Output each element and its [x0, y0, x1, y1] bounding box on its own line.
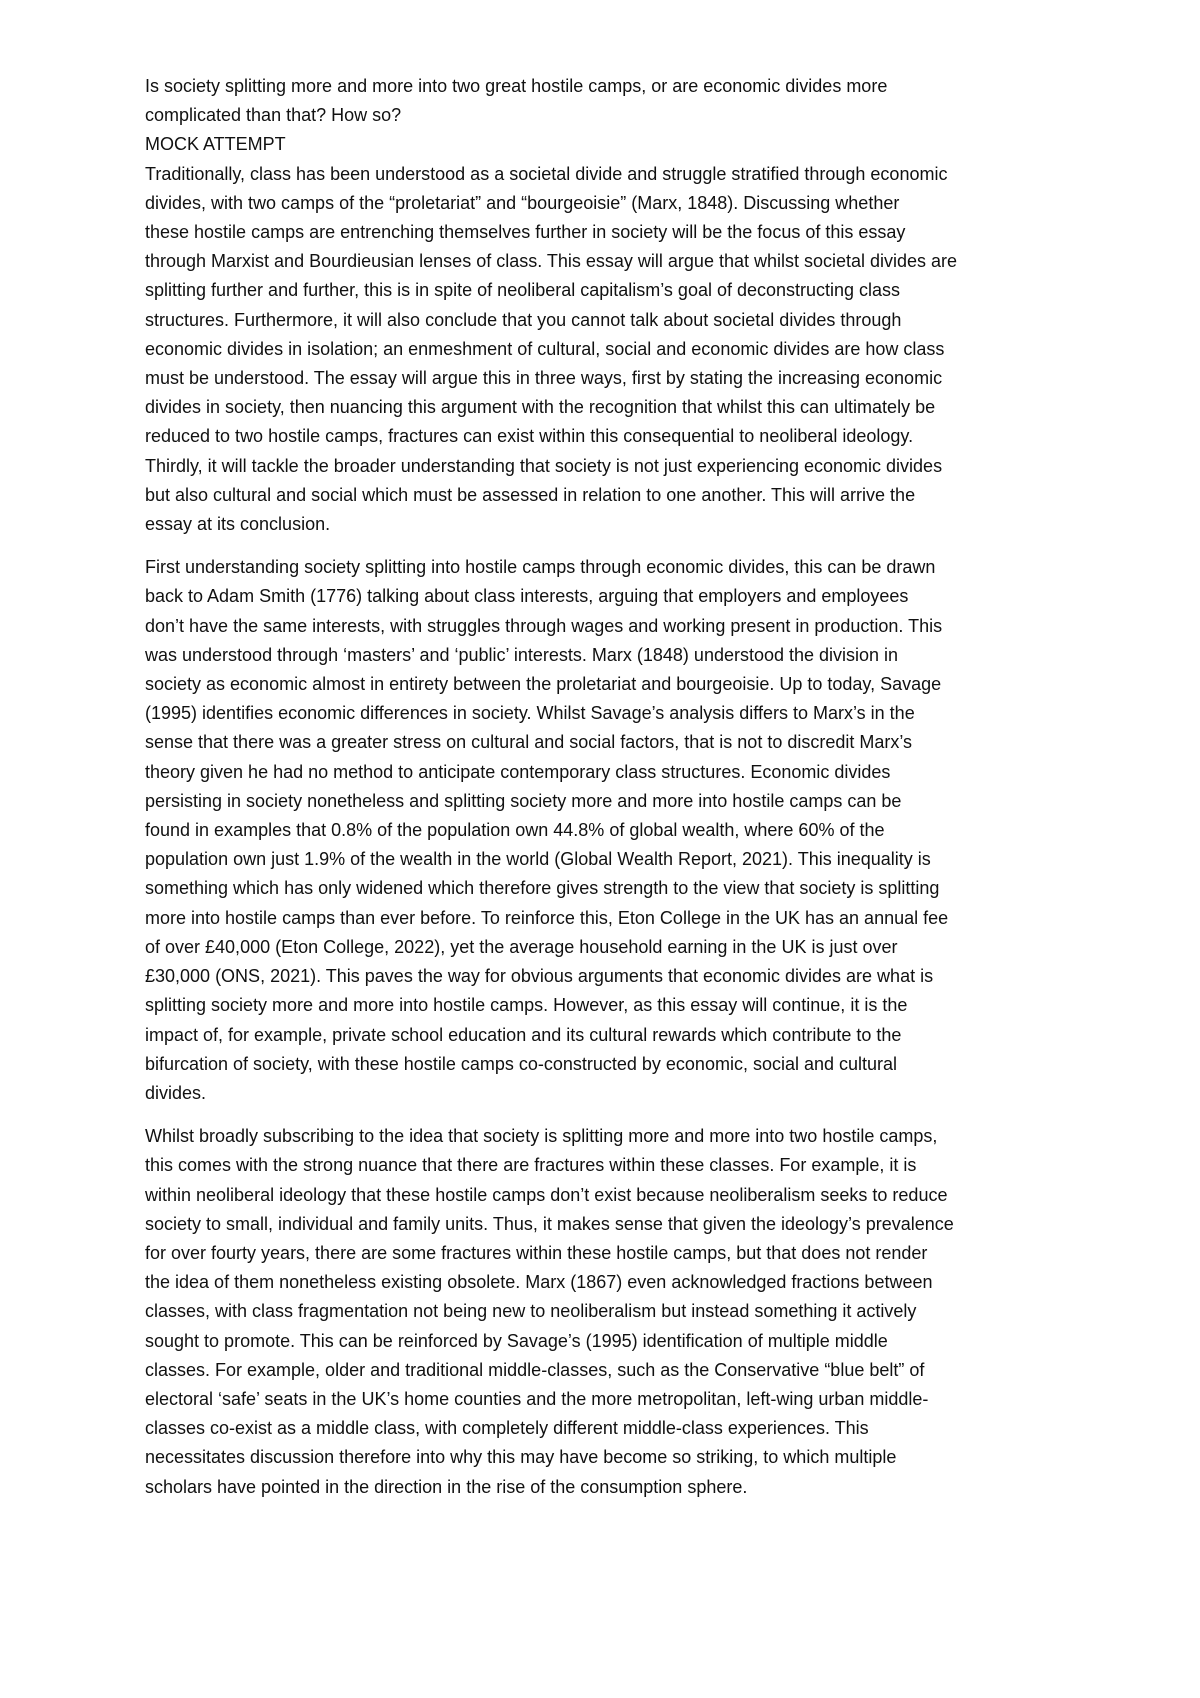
text-line: theory given he had no method to anticipate contemporary class structures. Economic divides — [145, 761, 891, 782]
text-line: within neoliberal ideology that these hostile camps don’t exist because neoliberalism seeks to reduce — [145, 1184, 948, 1205]
question-line: Is society splitting more and more into two great hostile camps, or are economic divides more — [145, 76, 888, 96]
text-line: divides. — [145, 1082, 207, 1103]
text-line: Whilst broadly subscribing to the idea that society is splitting more and more into two hostile camps, — [145, 1126, 938, 1147]
text-line: don’t have the same interests, with struggles through wages and working present in production. This — [145, 615, 943, 636]
text-line: the idea of them nonetheless existing obsolete. Marx (1867) even acknowledged fractions between — [145, 1272, 933, 1293]
text-line: essay at its conclusion. — [145, 514, 331, 535]
text-line: back to Adam Smith (1776) talking about class interests, arguing that employers and employees — [145, 586, 909, 607]
text-line: divides, with two camps of the “proletariat” and “bourgeoisie” (Marx, 1848). Discussing whether — [145, 192, 900, 213]
text-line: divides in society, then nuancing this argument with the recognition that whilst this can ultimately be — [145, 397, 936, 418]
text-line: economic divides in isolation; an enmeshment of cultural, social and economic divides are how class — [145, 338, 945, 359]
text-line: must be understood. The essay will argue this in three ways, first by stating the increasing economic — [145, 368, 943, 389]
text-line: of over £40,000 (Eton College, 2022), yet the average household earning in the UK is just over — [145, 936, 898, 957]
essay-question — [145, 72, 1070, 130]
text-line: structures. Furthermore, it will also conclude that you cannot talk about societal divides through — [145, 309, 902, 330]
text-line: for over fourty years, there are some fractures within these hostile camps, but that does not render — [145, 1242, 928, 1263]
text-line: society to small, individual and family units. Thus, it makes sense that given the ideology’s prevalence — [145, 1213, 954, 1234]
text-line: First understanding society splitting into hostile camps through economic divides, this can be drawn — [145, 557, 936, 578]
text-line: scholars have pointed in the direction in the rise of the consumption sphere. — [145, 1476, 748, 1497]
text-line: Thirdly, it will tackle the broader understanding that society is not just experiencing economic divides — [145, 455, 943, 476]
text-line: (1995) identifies economic differences in society. Whilst Savage’s analysis differs to Marx’s in the — [145, 703, 915, 724]
text-line: classes co-exist as a middle class, with completely different middle-class experiences. This — [145, 1418, 869, 1439]
text-line: splitting society more and more into hostile camps. However, as this essay will continue, it is the — [145, 995, 908, 1016]
text-line: Traditionally, class has been understood as a societal divide and struggle stratified through economic — [145, 163, 948, 184]
text-line: persisting in society nonetheless and splitting society more and more into hostile camps can be — [145, 790, 902, 811]
text-line: these hostile camps are entrenching themselves further in society will be the focus of this essay — [145, 222, 906, 243]
paragraph-introduction — [145, 160, 1070, 540]
text-line: sense that there was a greater stress on cultural and social factors, that is not to discredit Marx’s — [145, 732, 913, 753]
text-line: impact of, for example, private school education and its cultural rewards which contribute to the — [145, 1024, 902, 1045]
text-line: but also cultural and social which must be assessed in relation to one another. This will arrive the — [145, 484, 916, 505]
text-line: electoral ‘safe’ seats in the UK’s home counties and the more metropolitan, left-wing urban middle- — [145, 1388, 929, 1409]
text-line: was understood through ‘masters’ and ‘public’ interests. Marx (1848) understood the division in — [145, 644, 899, 665]
text-line: splitting further and further, this is in spite of neoliberal capitalism’s goal of deconstructing class — [145, 280, 901, 301]
text-line: £30,000 (ONS, 2021). This paves the way for obvious arguments that economic divides are what is — [145, 966, 934, 987]
text-line: found in examples that 0.8% of the population own 44.8% of global wealth, where 60% of the — [145, 820, 885, 841]
text-line: necessitates discussion therefore into why this may have become so striking, to which multiple — [145, 1447, 897, 1468]
text-line: sought to promote. This can be reinforced by Savage’s (1995) identification of multiple middle — [145, 1330, 888, 1351]
text-line: this comes with the strong nuance that there are fractures within these classes. For example, it is — [145, 1155, 917, 1176]
text-line: something which has only widened which therefore gives strength to the view that society is splitting — [145, 878, 940, 899]
paragraph-fractures — [145, 1122, 1070, 1502]
text-line: classes, with class fragmentation not being new to neoliberalism but instead something it actively — [145, 1301, 917, 1322]
document-page — [145, 72, 1070, 1516]
text-line: more into hostile camps than ever before. To reinforce this, Eton College in the UK has an annual fee — [145, 907, 949, 928]
question-line: complicated than that? How so? — [145, 105, 402, 126]
text-line: classes. For example, older and traditional middle-classes, such as the Conservative “blue belt” of — [145, 1359, 925, 1380]
text-line: society as economic almost in entirety between the proletariat and bourgeoisie. Up to today, Savage — [145, 674, 942, 695]
text-line: bifurcation of society, with these hostile camps co-constructed by economic, social and cultural — [145, 1053, 898, 1074]
text-line: population own just 1.9% of the wealth in the world (Global Wealth Report, 2021). This inequality is — [145, 849, 931, 870]
text-line: through Marxist and Bourdieusian lenses of class. This essay will argue that whilst societal divides are — [145, 251, 958, 272]
essay-subtitle: MOCK ATTEMPT — [145, 134, 286, 155]
text-line: reduced to two hostile camps, fractures can exist within this consequential to neoliberal ideology. — [145, 426, 914, 447]
paragraph-economic-divides — [145, 553, 1070, 1108]
